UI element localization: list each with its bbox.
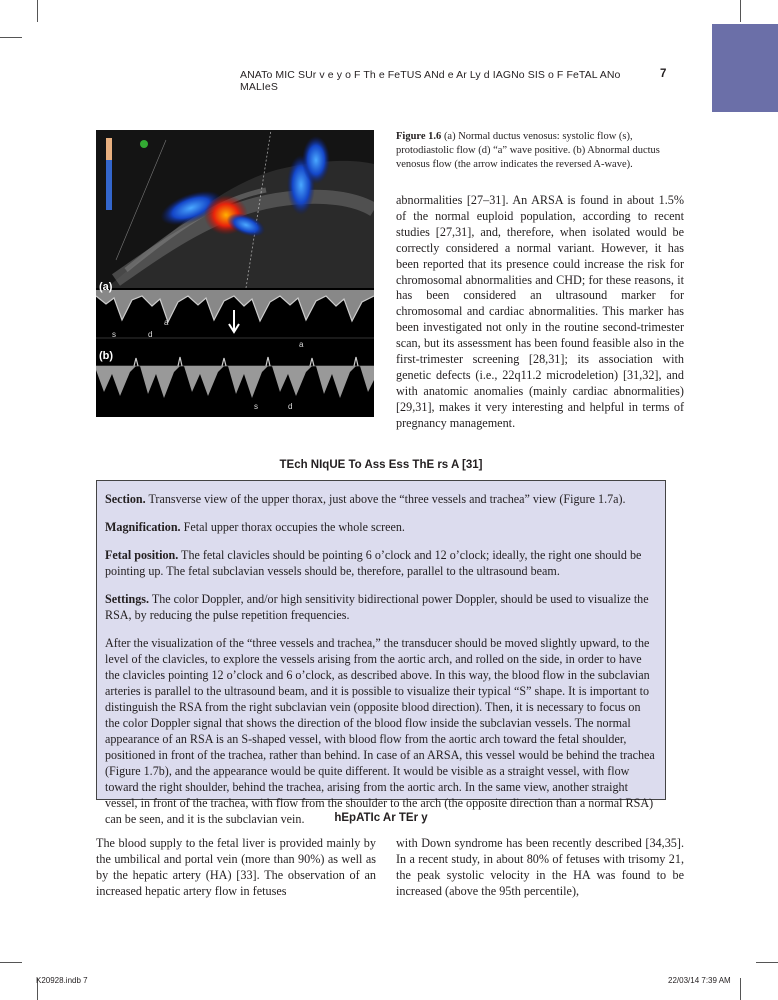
technique-paragraph: After the visualization of the “three vessels and trachea,” the transducer should be moved slightly upward, to the level of the clavicles, to explore the vessels arising from the aortic arch, and rolled on the side, in order to have the clavicles pointing 12 o’clock and 6 o’clock, as described above. In this way, the blood flow in the subclavian arteries is parallel to the ultrasound beam, and it is possible to visualize their typical “S” shape. It is important to distinguish the RSA from the right subclavian vein (opposite blood direction). Then, it is necessary to focus on the color Doppler signal that shows the direction of the blood flow inside the subclavian vessels. The normal appearance of an RSA is an S-shaped vessel, with blood flow from the aortic arch toward the fetal shoulder, positioned in front of the trachea, rather than behind. In case of an ARSA, this vessel would be behind the trachea (Figure 1.7b), and the appearance would be quite different. It would be visible as a straight vessel, with flow toward the right shoulder, behind the trachea, arising from the aortic arch. In the same view, another straight vessel, in front of the trachea, with flow from the shoulder to the arch (the opposite direction than a normal RSA) can be seen, and it is the subclavian vein. (105, 636, 655, 826)
footer-timestamp: 22/03/14 7:39 AM (668, 976, 731, 985)
waveform-b (96, 340, 374, 417)
technique-item (105, 519, 657, 535)
hepatic-right-column: with Down syndrome has been recently described [34,35]. In a recent study, in about 80% of fetuses with trisomy 21, the peak systolic velocity in the HA was found to be increased (above the 95th percentile), (396, 836, 684, 898)
crop-mark (0, 37, 22, 38)
technique-text: The color Doppler, and/or high sensitivity bidirectional power Doppler, should be used to visualize the RSA, by reducing the pulse repetition frequencies. (105, 592, 649, 622)
wave-label-d: d (288, 402, 293, 411)
wave-label-s: s (112, 330, 116, 339)
technique-text: Fetal upper thorax occupies the whole screen. (180, 520, 405, 534)
color-doppler-image (96, 130, 374, 288)
crop-mark (740, 978, 741, 1000)
wave-label-a: a (299, 340, 304, 349)
technique-term: Section. (105, 492, 146, 506)
technique-item (105, 491, 657, 507)
technique-term: Settings. (105, 592, 150, 606)
technique-term: Magnification. (105, 520, 181, 534)
wave-label-s: s (254, 402, 258, 411)
hepatic-heading: hEpATIc Ar TEr y (334, 812, 428, 824)
crop-mark (0, 962, 22, 963)
technique-term: Fetal position. (105, 548, 179, 562)
technique-item (105, 591, 657, 623)
running-head: ANATo MIC SUr v e y o F Th e FeTUS ANd e Ar Ly d IAGNo SIS o F FeTAL ANo MALIeS (240, 69, 621, 93)
figure-label-b: (b) (99, 350, 114, 362)
footer-file: K20928.indb 7 (36, 976, 88, 985)
crop-mark (740, 0, 741, 22)
page-number: 7 (660, 68, 667, 80)
waveform-a (96, 290, 374, 350)
crop-mark (37, 0, 38, 22)
ultrasound-figure (96, 130, 374, 417)
technique-heading: TEch NIqUE To Ass Ess ThE rs A [31] (279, 459, 483, 471)
wave-label-d: d (148, 330, 153, 339)
wave-label-a: a (164, 318, 169, 327)
technique-text: The fetal clavicles should be pointing 6 o’clock and 12 o’clock; ideally, the right one should be pointing up. The fetal subclavian vessels should be, therefore, parallel to the ultrasound beam. (105, 548, 642, 578)
caption-label: Figure 1.6 (396, 131, 442, 142)
figure-caption (396, 130, 684, 172)
technique-item (105, 547, 657, 579)
figure-label-a: (a) (99, 281, 113, 293)
chapter-tab (712, 24, 778, 112)
caption-text: (a) Normal ductus venosus: systolic flow (s), protodiastolic flow (d) “a” wave positive. (b) Abnormal ductus venosus flow (the arrow indicates the reversed A-wave). (396, 131, 660, 170)
technique-text: Transverse view of the upper thorax, just above the “three vessels and trachea” view (Figure 1.7a). (145, 492, 626, 506)
body-paragraph: abnormalities [27–31]. An ARSA is found in about 1.5% of the normal euploid population, according to recent studies [27,31], and, therefore, when isolated would be correctly considered a normal variant. However, it has been reported that its presence could increase the risk for chromosomal abnormalities and CHD; for these reasons, it has been considered an ultrasound marker for chromosomal and cardiac abnormalities. This marker has been investigated not only in the routine second-trimester scan, but its assessment has been found feasible also in the first-trimester screening [28,31]; its association with genetic defects (i.e., 22q11.2 microdeletion) [31,32], and with anatomic anomalies (mainly cardiac abnormalities) [29,31], makes it very interesting and helpful in terms of pregnancy management. (396, 193, 684, 430)
crop-mark (756, 962, 778, 963)
hepatic-left-column: The blood supply to the fetal liver is provided mainly by the umbilical and portal vein (more than 90%) as well as by the hepatic artery (HA) [33]. The observation of an increased hepatic artery flow in fetuses (96, 836, 376, 898)
